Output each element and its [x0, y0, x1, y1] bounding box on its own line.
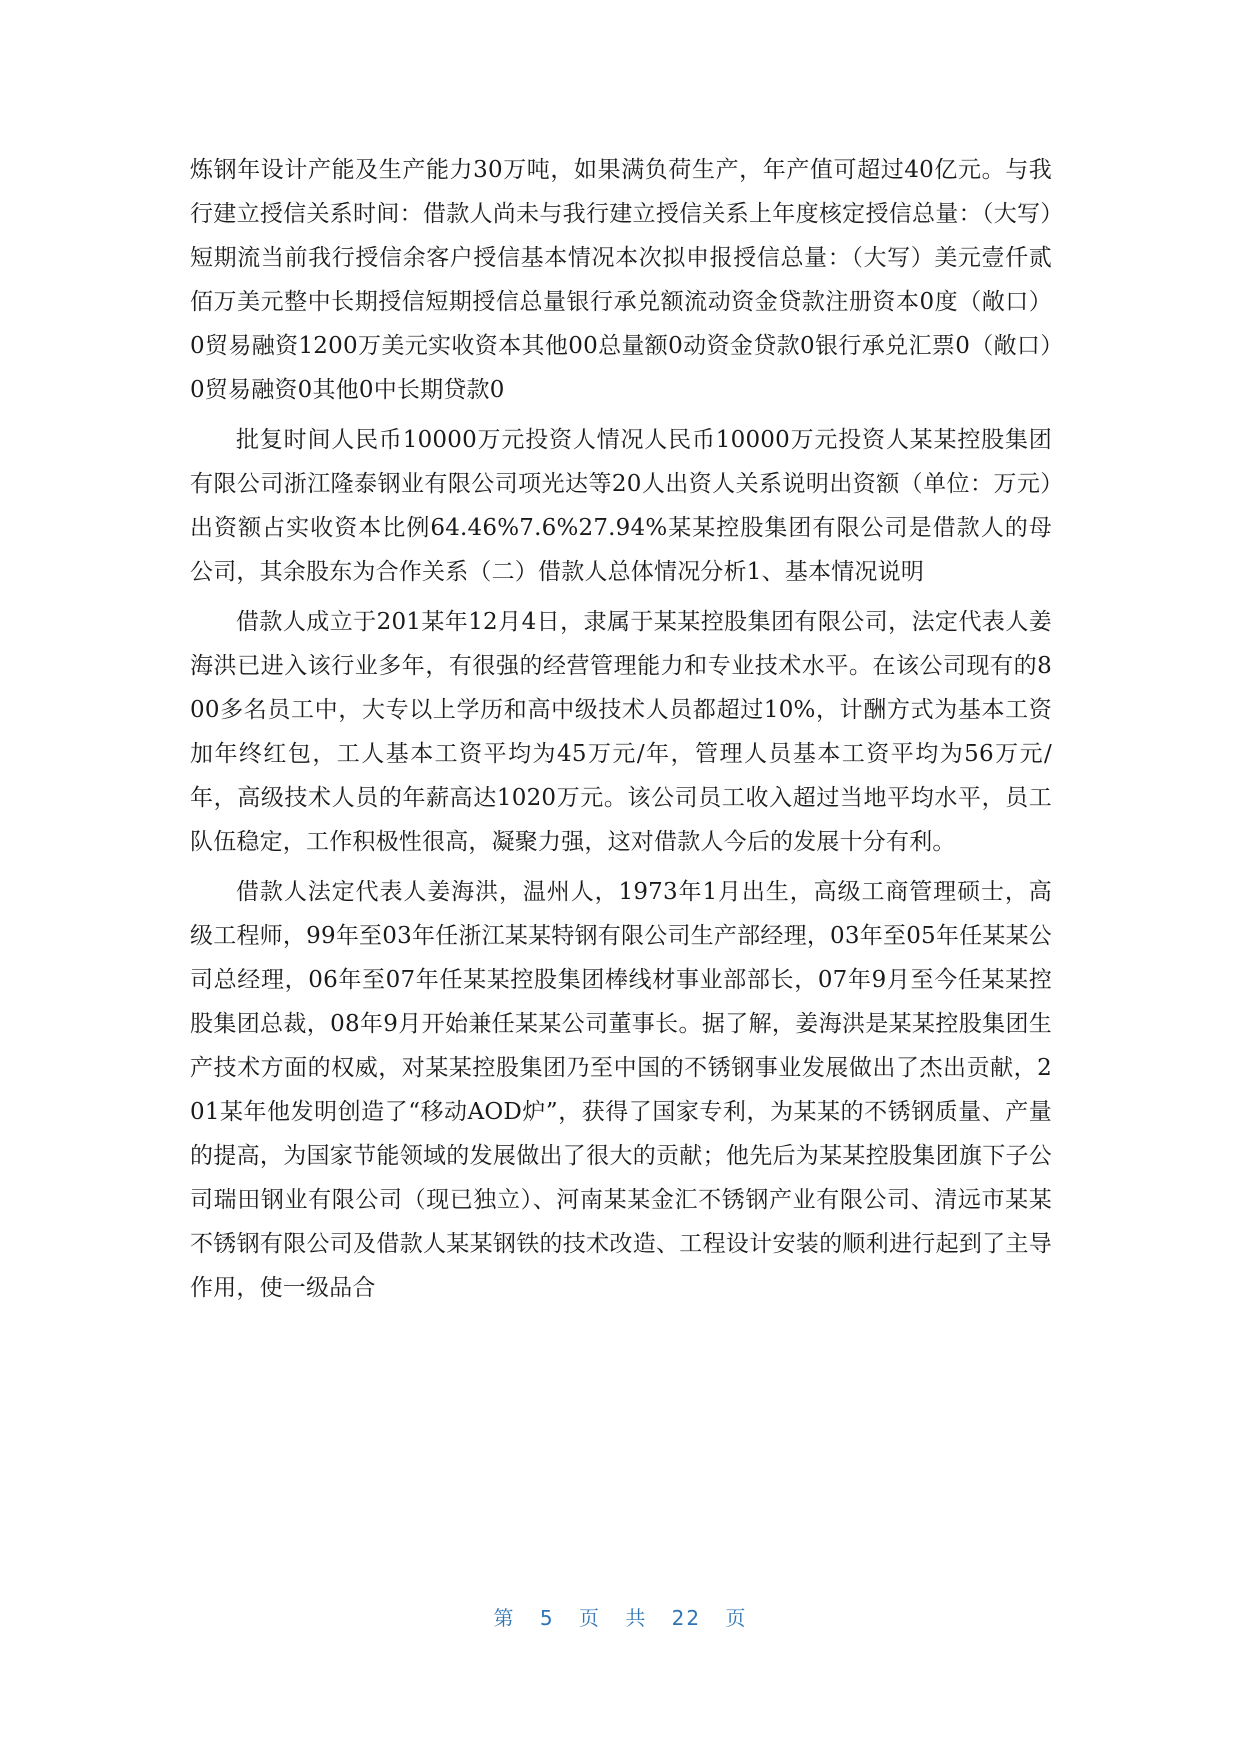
current-page-number: 5 — [539, 1606, 555, 1630]
paragraph-approval-investors: 批复时间人民币10000万元投资人情况人民币10000万元投资人某某控股集团有限公司浙江隆泰钢业有限公司项光达等20人出资人关系说明出资额（单位：万元）出资额占实收资本比例64.46%7.6%27.94%某某控股集团有限公司是借款人的母公司，其余股东为合作关系（二）借款人总体情况分析1、基本情况说明 — [190, 427, 1052, 585]
page-footer — [0, 1602, 1241, 1631]
paragraph-continued: 炼钢年设计产能及生产能力30万吨，如果满负荷生产，年产值可超过40亿元。与我行建立授信关系时间：借款人尚未与我行建立授信关系上年度核定授信总量：（大写）短期流当前我行授信余客户授信基本情况本次拟申报授信总量：（大写）美元壹仟贰佰万美元整中长期授信短期授信总量银行承兑额流动资金贷款注册资本0度（敞口）0贸易融资1200万美元实收资本其他00总量额0动资金贷款0银行承兑汇票0（敞口）0贸易融资0其他0中长期贷款0 — [190, 157, 1052, 403]
paragraph-legal-representative: 借款人法定代表人姜海洪，温州人，1973年1月出生，高级工商管理硕士，高级工程师，99年至03年任浙江某某特钢有限公司生产部经理，03年至05年任某某公司总经理，06年至07年任某某控股集团棒线材事业部部长，07年9月至今任某某控股集团总裁，08年9月开始兼任某某公司董事长。据了解，姜海洪是某某控股集团生产技术方面的权威，对某某控股集团乃至中国的不锈钢事业发展做出了杰出贡献，201某年他发明创造了“移动AOD炉”，获得了国家专利，为某某的不锈钢质量、产量的提高，为国家节能领域的发展做出了很大的贡献；他先后为某某控股集团旗下子公司瑞田钢业有限公司（现已独立）、河南某某金汇不锈钢产业有限公司、清远市某某不锈钢有限公司及借款人某某钢铁的技术改造、工程设计安装的顺利进行起到了主导作用，使一级品合 — [190, 879, 1052, 1301]
paragraph-borrower-overview: 借款人成立于201某年12月4日，隶属于某某控股集团有限公司，法定代表人姜海洪已进入该行业多年，有很强的经营管理能力和专业技术水平。在该公司现有的800多名员工中，大专以上学历和高中级技术人员都超过10%，计酬方式为基本工资加年终红包，工人基本工资平均为45万元/年，管理人员基本工资平均为56万元/年，高级技术人员的年薪高达1020万元。该公司员工收入超过当地平均水平，员工队伍稳定，工作积极性很高，凝聚力强，这对借款人今后的发展十分有利。 — [190, 609, 1052, 855]
footer-ye: 页 — [578, 1606, 601, 1630]
footer-ye-end: 页 — [725, 1606, 748, 1630]
footer-gong: 共 — [625, 1606, 648, 1630]
footer-di: 第 — [493, 1606, 516, 1630]
document-body — [190, 148, 1052, 1310]
total-page-count: 22 — [671, 1606, 702, 1630]
